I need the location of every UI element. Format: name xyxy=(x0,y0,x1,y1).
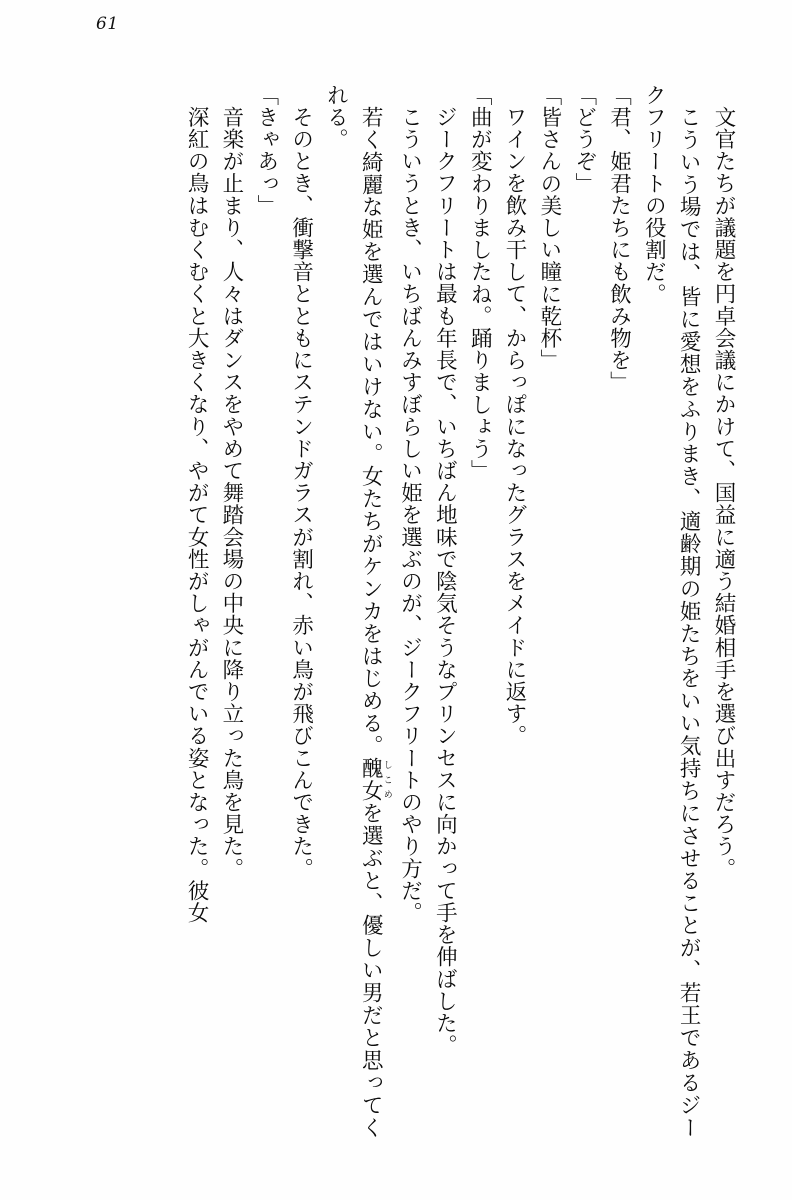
paragraph-dialogue: 「皆さんの美しい瞳に乾杯」 xyxy=(536,84,562,372)
page-number: 61 xyxy=(96,14,119,34)
paragraph: そのとき、衝撃音とともにステンドガラスが割れ、赤い鳥が飛びこんできた。 xyxy=(288,105,314,879)
paragraph: こういうとき、いちばんみすぼらしい姫を選ぶのが、ジークフリートのやり方だ。 xyxy=(397,105,423,924)
paragraph: 文官たちが議題を円卓会議にかけて、国益に適う結婚相手を選び出すだろう。 xyxy=(711,105,736,879)
paragraph: ワインを飲み干して、からっぽになったグラスをメイドに返す。 xyxy=(502,105,528,747)
ruby-annotation: 醜女しこめ xyxy=(358,756,392,802)
paragraph-dialogue: 「どうぞ」 xyxy=(571,84,597,195)
paragraph: 深紅の鳥はむくむくと大きくなり、やがて女性がしゃがんでいる姿となった。彼女 xyxy=(184,105,210,924)
page-body-text xyxy=(44,84,740,1138)
paragraph-dialogue: 「きゃあっ」 xyxy=(253,84,279,217)
paragraph-dialogue: 「君、姫君たちにも飲み物を」 xyxy=(606,84,632,394)
paragraph: こういう場では、皆に愛想をふりまき、適齢期の姫たちをいい気持ちにさせることが、若王であるジークフリートの役割だ。 xyxy=(641,84,702,1138)
paragraph: 音楽が止まり、人々はダンスをやめて舞踏会場の中央に降り立った鳥を見た。 xyxy=(218,105,244,879)
paragraph-with-ruby: 若く綺麗な姫を選んではいけない。女たちがケンカをはじめる。醜女しこめを選ぶと、優しい男だと思ってくれる。 xyxy=(323,84,392,1138)
paragraph: ジークフリートは最も年長で、いちばん地味で陰気そうなプリンセスに向かって手を伸ばした。 xyxy=(432,105,458,1056)
paragraph-dialogue: 「曲が変わりましたね。踊りましょう」 xyxy=(467,84,493,482)
